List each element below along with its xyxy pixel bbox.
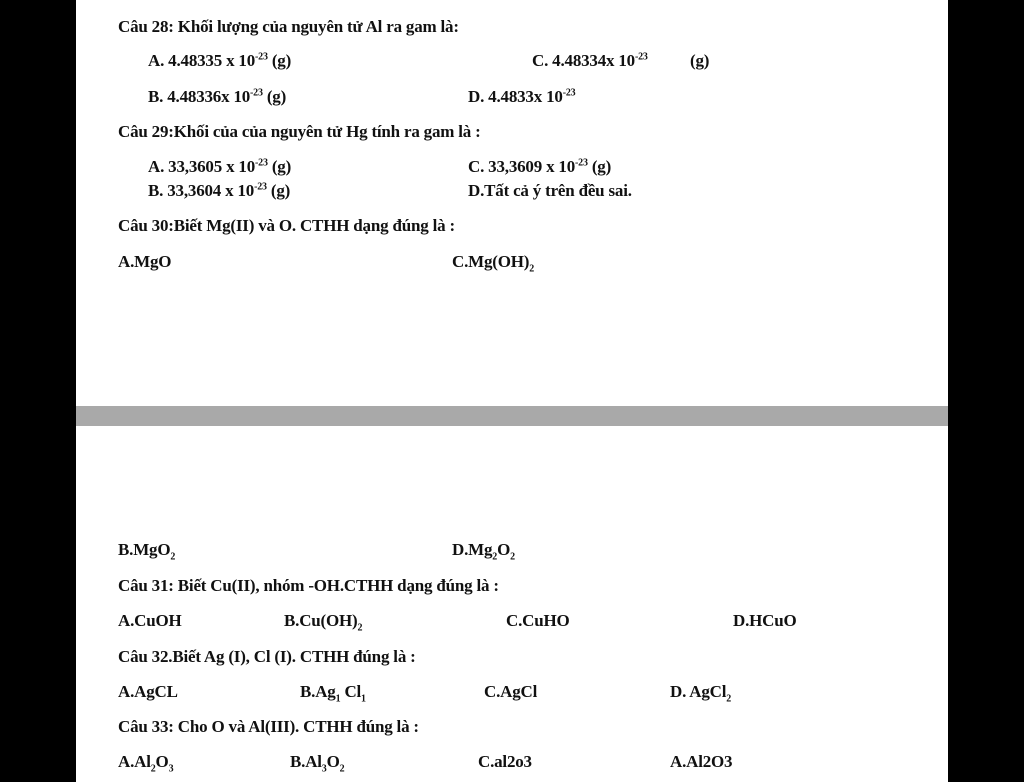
page-separator [76,406,948,426]
q29-option-b: B. 33,3604 x $10^{-23}$ (g) [148,181,291,200]
question-28: Câu 28: Khối lượng của nguyên tử Al ra gam là: [118,17,459,36]
q30-option-a: A.MgO [118,252,172,271]
q33-option-b: $B.Al_3O_2$ [290,752,345,775]
q30-option-c: $C.Mg(OH)_2$ [452,252,535,275]
q33-option-a: $A.Al_2O_3$ [118,752,174,775]
q28-option-b: B. 4.48336x $10^{-23}$ (g) [148,87,287,106]
q31-option-c: C.CuHO [506,611,570,630]
question-32: Câu 32.Biết Ag (I), Cl (I). CTHH đúng là : [118,647,416,666]
q30-option-d: $D.Mg_2O_2$ [452,540,515,563]
q32-option-d: D. AgCl$_2$ [670,682,732,705]
q28-option-c-unit: (g) [690,51,710,70]
q32-option-c: C.AgCl [484,682,538,701]
question-33: Câu 33: Cho O và Al(III). CTHH đúng là : [118,717,419,736]
q28-option-c: C. 4.48334x $10^{-23}$ [532,51,648,70]
question-29: Câu 29:Khối của của nguyên tử Hg tính ra gam là : [118,122,481,141]
q29-option-c: C. 33,3609 x $10^{-23}$ (g) [468,157,612,176]
q28-option-d: D. 4.4833x $10^{-23}$ [468,87,576,106]
q33-option-d: A.Al2O3 [670,752,733,771]
q31-option-a: A.CuOH [118,611,182,630]
q32-option-b: $B.Ag_1$ $Cl_1$ [300,682,366,705]
q31-option-d: D.HCuO [733,611,797,630]
q28-option-a: A. 4.48335 x $10^{-23}$ (g) [148,51,292,70]
q30-option-b: B.MgO$_2$ [118,540,176,563]
question-30: Câu 30:Biết Mg(II) và O. CTHH dạng đúng là : [118,216,455,235]
q29-option-d: D.Tất cả ý trên đều sai. [468,181,632,200]
q32-option-a: A.AgCL [118,682,178,701]
q31-option-b: $B.Cu(OH)_2$ [284,611,363,634]
q33-option-c: C.al2o3 [478,752,532,771]
question-31: Câu 31: Biết Cu(II), nhóm -OH.CTHH dạng đúng là : [118,576,499,595]
q29-option-a: A. 33,3605 x $10^{-23}$ (g) [148,157,292,176]
